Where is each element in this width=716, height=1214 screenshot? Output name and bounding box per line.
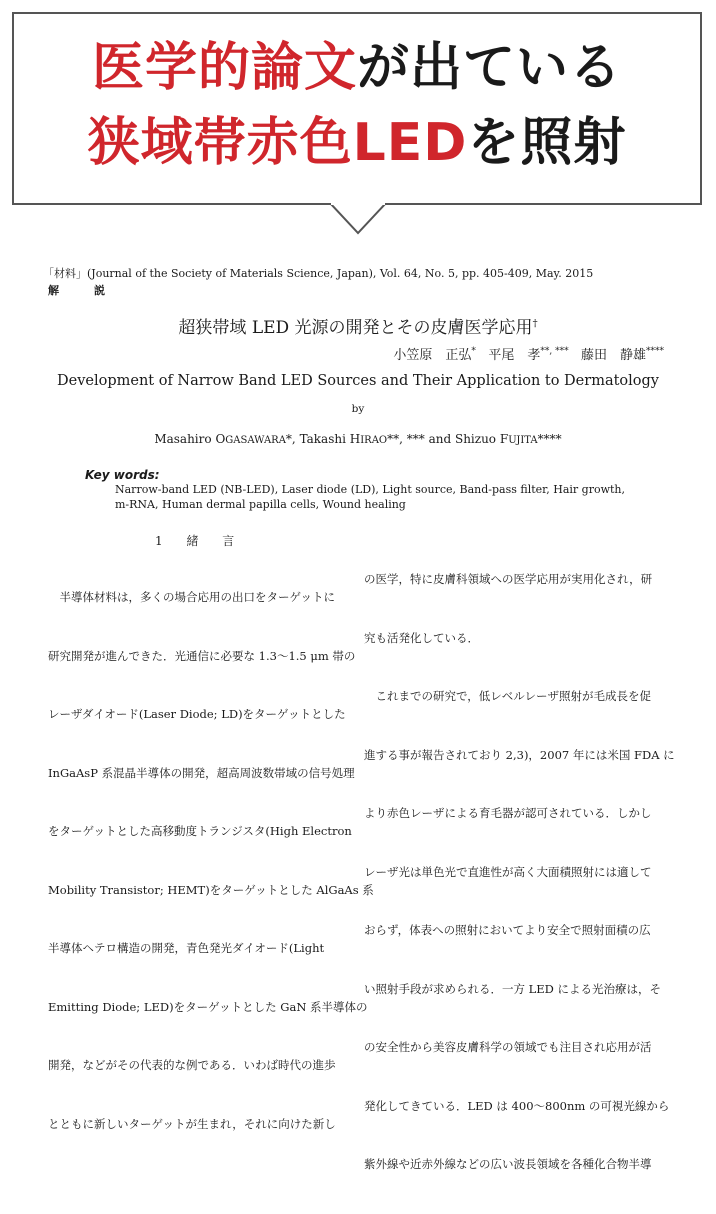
left-column-line: 研究開発が進んできた．光通信に必要な 1.3～1.5 μm 帯の <box>48 648 356 663</box>
author-en-3-given: Shizuo <box>454 432 500 446</box>
author-en-1-family-initial: O <box>215 432 226 446</box>
left-column-line: Emitting Diode; LED)をターゲットとした GaN 系半導体の <box>48 999 368 1014</box>
journal-citation: 「材料」(Journal of the Society of Materials Science, Japan), Vol. 64, No. 5, pp. 405-409, May. 2015 <box>43 267 594 280</box>
right-column-line: レーザ光は単色光で直進性が高く大面積照射には適して <box>364 864 652 879</box>
author-en-3-family-rest: UJITA <box>508 435 538 446</box>
right-column-line: 究も活発化している． <box>364 630 479 645</box>
authors-english <box>0 432 716 446</box>
left-column-line: レーザダイオード(Laser Diode; LD)をターゲットとした <box>48 707 346 721</box>
author-en-3-family-initial: F <box>499 432 509 446</box>
author-en-1-family-rest: GASAWARA <box>225 435 286 446</box>
authors-japanese <box>393 344 664 363</box>
author-en-3-mark: **** <box>537 432 562 446</box>
left-column-line: とともに新しいターゲットが生まれ，それに向けた新し <box>48 1116 336 1131</box>
headline-line-2-black: を照射 <box>467 113 627 173</box>
left-column <box>48 549 374 1173</box>
author-jp-1-mark: * <box>471 346 476 357</box>
author-en-2-family-rest: IRAO <box>360 435 388 446</box>
headline-line-1-black: が出ている <box>357 38 623 98</box>
right-column-line: おらず，体表への照射においてより安全で照射面積の広 <box>364 923 651 937</box>
left-column-line: InGaAsP 系混晶半導体の開発，超高周波数帯域の信号処理 <box>48 765 355 780</box>
title-japanese <box>0 313 716 338</box>
right-column-line: の医学，特に皮膚科領域への医学応用が実用化され，研 <box>364 572 653 586</box>
author-en-1-mark: *, <box>285 432 300 446</box>
right-column-line: の安全性から美容皮膚科学の領域でも注目され応用が活 <box>364 1040 652 1054</box>
author-en-2-mark: **, *** and <box>387 432 455 446</box>
author-en-1-given: Masahiro <box>154 432 216 446</box>
headline-line-2-red: 狭域帯赤色LED <box>87 113 468 173</box>
right-column-line: 進する事が報告されており 2,3)，2007 年には米国 FDA に <box>364 747 675 762</box>
title-english: Development of Narrow Band LED Sources and Their Application to Dermatology <box>56 373 659 389</box>
author-en-2-given: Takashi <box>299 432 350 446</box>
keywords-label: Key words: <box>85 468 160 482</box>
title-japanese-mark: † <box>532 318 538 330</box>
author-jp-2-mark: **, *** <box>540 346 569 357</box>
right-column-line: これまでの研究で，低レベルレーザ照射が毛成長を促 <box>364 689 651 703</box>
left-column-line: Mobility Transistor; HEMT)をターゲットとした AlGaAs 系 <box>48 882 374 897</box>
keywords-text: Narrow-band LED (NB-LED), Laser diode (LD), Light source, Band-pass filter, Hair growth, m-RNA, Human dermal papilla cells, Wound healing <box>115 483 625 511</box>
article-type: 解 説 <box>48 284 117 297</box>
title-japanese-text: 超狭帯域 LED 光源の開発とその皮膚医学応用 <box>178 318 533 338</box>
left-column-line: 半導体ヘテロ構造の開発，青色発光ダイオード(Light <box>48 941 325 955</box>
author-en-2-family-initial: H <box>349 432 361 446</box>
author-jp-2: 平尾 孝 <box>488 348 541 363</box>
section-heading: 1 緒 言 <box>155 534 245 548</box>
right-column-line: い照射手段が求められる．一方 LED による光治療は，そ <box>364 981 662 996</box>
left-column-line: 半導体材料は，多くの場合応用の出口をターゲットに <box>48 590 336 604</box>
right-column <box>364 531 674 1214</box>
right-column-line: 発化してきている．LED は 400～800nm の可視光線から <box>364 1098 670 1113</box>
by-label: by <box>351 403 365 415</box>
left-column-line: 開発，などがその代表的な例である．いわば時代の進歩 <box>48 1058 336 1072</box>
headline-line-1-red: 医学的論文 <box>91 38 357 98</box>
left-column-line: をターゲットとした高移動度トランジスタ(High Electron <box>48 824 352 838</box>
right-column-line: 紫外線や近赤外線などの広い波長領域を各種化合物半導 <box>364 1157 652 1171</box>
right-column-line: より赤色レーザによる育毛器が認可されている．しかし <box>364 806 652 820</box>
author-jp-1: 小笠原 正弘 <box>393 348 472 363</box>
author-jp-3: 藤田 静雄 <box>580 348 646 363</box>
author-jp-3-mark: **** <box>646 346 664 357</box>
